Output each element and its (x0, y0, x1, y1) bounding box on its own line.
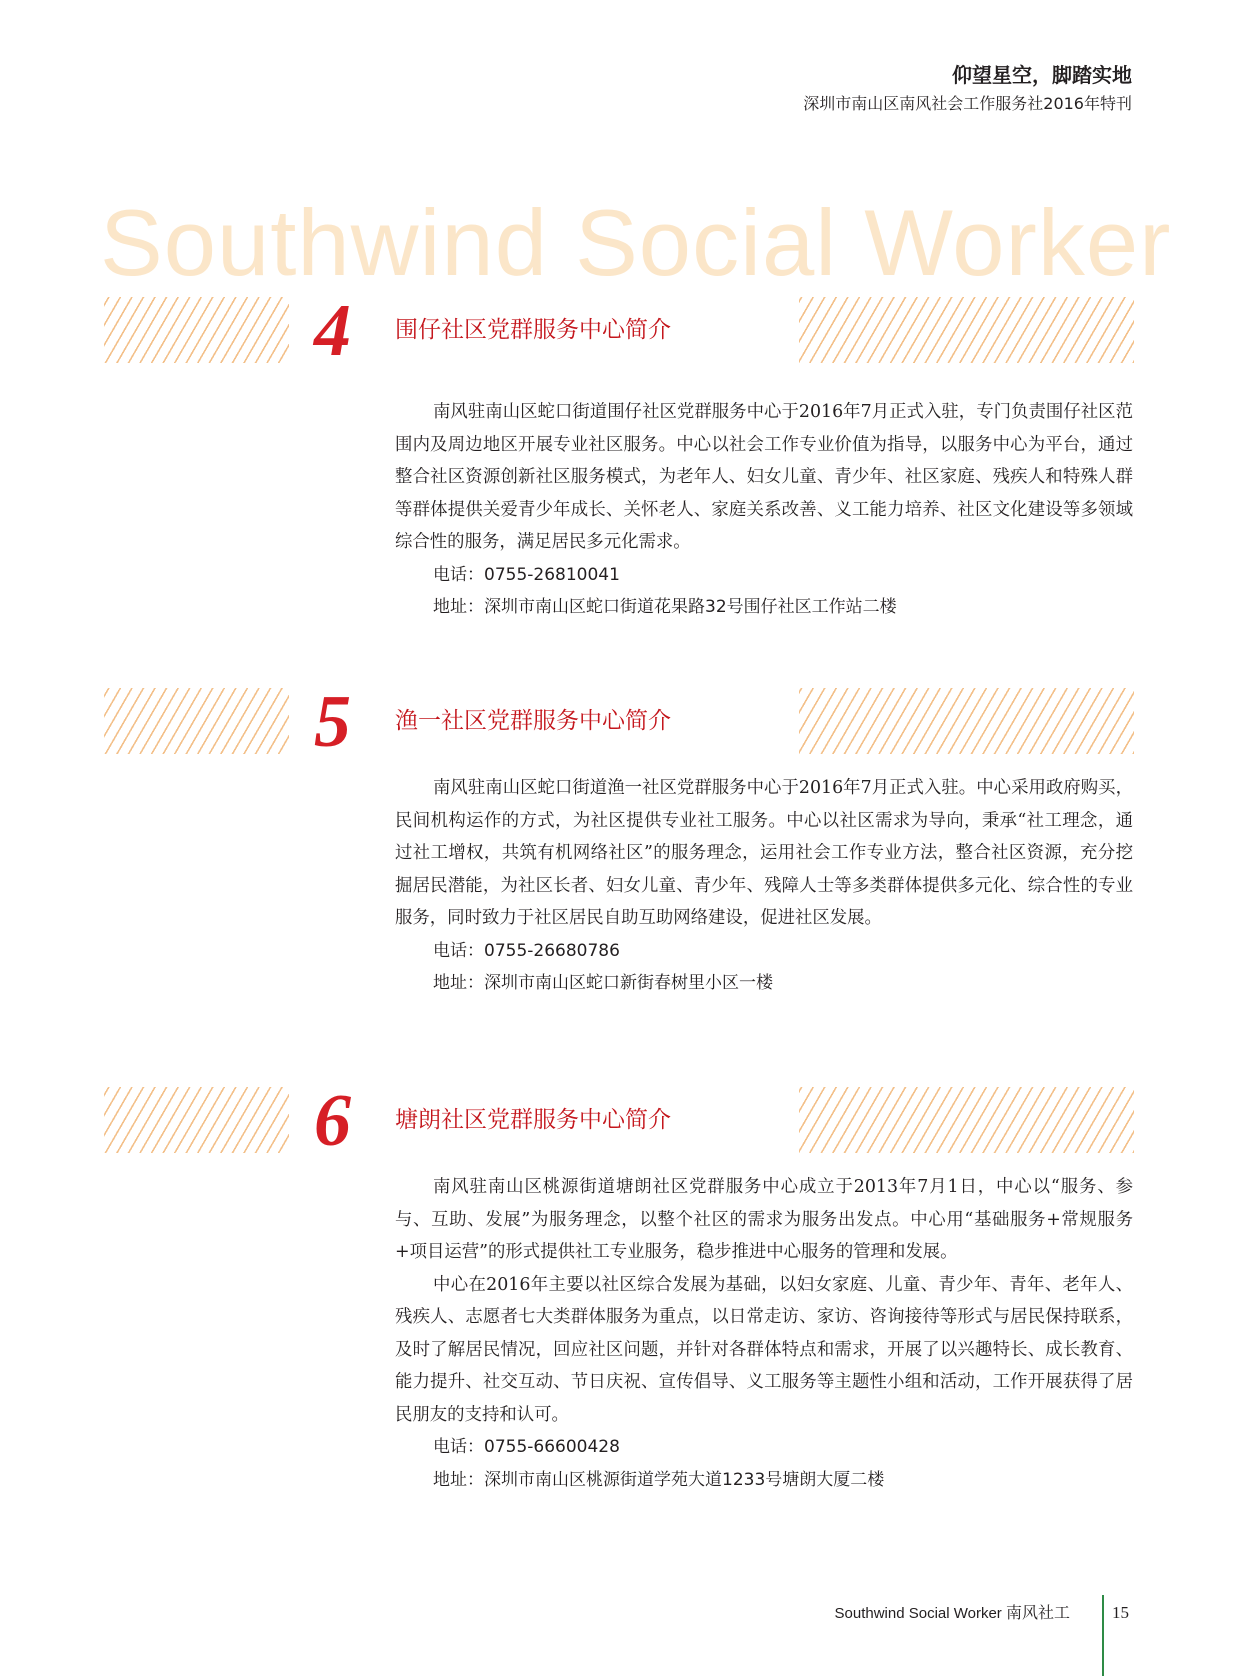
footer-brand (835, 1601, 1071, 1626)
contact-phone: 电话：0755-26680786 (433, 940, 620, 961)
section-number: 6 (314, 1080, 351, 1162)
footer-divider (1102, 1595, 1104, 1676)
section-number: 4 (314, 290, 351, 372)
section-heading-band (104, 1080, 1134, 1162)
section-body (395, 1171, 1133, 1496)
background-watermark: Southwind Social Worker (100, 190, 1172, 295)
section-number: 5 (314, 681, 351, 763)
section-paragraph: 南风驻南山区蛇口街道渔一社区党群服务中心于2016年7月正式入驻。中心采用政府购买，民间机构运作的方式，为社区提供专业社工服务。中心以社区需求为导向，秉承“社工理念，通过社工增权，共筑有机网络社区”的服务理念，运用社会工作专业方法，整合社区资源，充分挖掘居民潜能，为社区长者、妇女儿童、青少年、残障人士等多类群体提供多元化、综合性的专业服务，同时致力于社区居民自助互助网络建设，促进社区发展。 (395, 778, 1133, 928)
section-title: 塘朗社区党群服务中心简介 (395, 1107, 671, 1133)
contact-phone: 电话：0755-26810041 (433, 564, 620, 585)
header-slogan: 仰望星空，脚踏实地 (952, 63, 1132, 87)
footer-brand-en: Southwind Social Worker (834, 1605, 1002, 1622)
section-body (395, 772, 1133, 1000)
contact-phone: 电话：0755-66600428 (433, 1437, 620, 1457)
section-heading-band (104, 290, 1134, 372)
section-paragraph: 南风驻南山区桃源街道塘朗社区党群服务中心成立于2013年7月1日，中心以“服务、参与、互助、发展”为服务理念，以整个社区的需求为服务出发点。中心用“基础服务+常规服务+项目运营”的形式提供社工专业服务，稳步推进中心服务的管理和发展。 (395, 1177, 1133, 1262)
page-footer (834, 1595, 1160, 1675)
contact-address: 地址：深圳市南山区蛇口新街春树里小区一楼 (433, 973, 773, 993)
section-title: 渔一社区党群服务中心简介 (395, 708, 671, 734)
footer-brand-cn: 南风社工 (1005, 1603, 1070, 1622)
page-number: 15 (1112, 1603, 1129, 1622)
page-header (803, 60, 1132, 118)
section-body (395, 396, 1133, 624)
contact-address: 地址：深圳市南山区蛇口街道花果路32号围仔社区工作站二楼 (433, 597, 897, 617)
section-heading-band (104, 681, 1134, 763)
section-title: 围仔社区党群服务中心简介 (395, 317, 671, 343)
section-paragraph: 南风驻南山区蛇口街道围仔社区党群服务中心于2016年7月正式入驻，专门负责围仔社区范围内及周边地区开展专业社区服务。中心以社会工作专业价值为指导，以服务中心为平台，通过整合社区资源创新社区服务模式，为老年人、妇女儿童、青少年、社区家庭、残疾人和特殊人群等群体提供关爱青少年成长、关怀老人、家庭关系改善、义工能力培养、社区文化建设等多领域综合性的服务，满足居民多元化需求。 (395, 402, 1133, 552)
contact-address: 地址：深圳市南山区桃源街道学苑大道1233号塘朗大厦二楼 (433, 1469, 885, 1490)
section-paragraph: 中心在2016年主要以社区综合发展为基础，以妇女家庭、儿童、青少年、青年、老年人、残疾人、志愿者七大类群体服务为重点，以日常走访、家访、咨询接待等形式与居民保持联系，及时了解居民情况，回应社区问题，并针对各群体特点和需求，开展了以兴趣特长、成长教育、能力提升、社交互动、节日庆祝、宣传倡导、义工服务等主题性小组和活动，工作开展获得了居民朋友的支持和认可。 (395, 1274, 1133, 1425)
header-subtitle: 深圳市南山区南风社会工作服务社2016年特刊 (803, 94, 1132, 113)
